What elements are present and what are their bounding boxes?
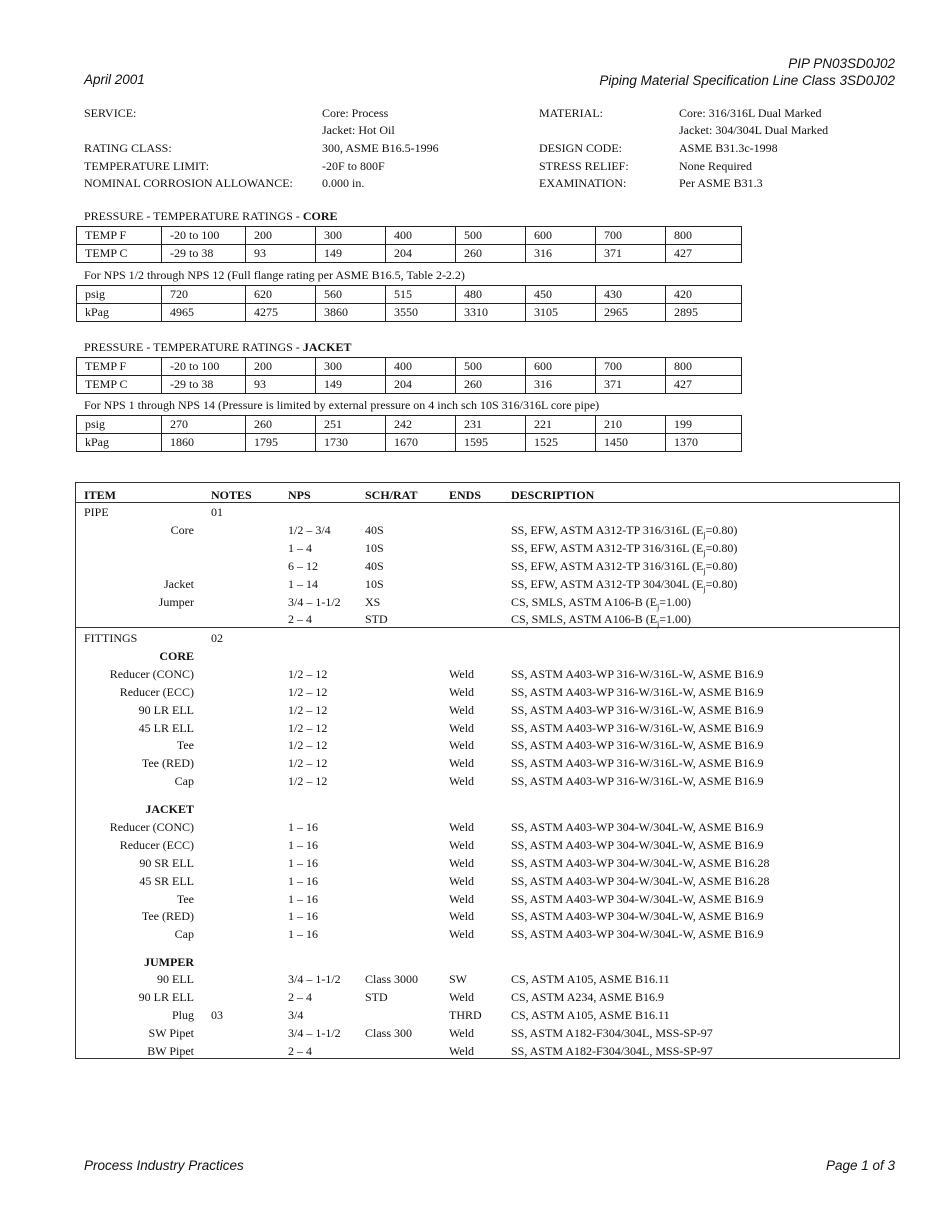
item-ends: Weld bbox=[449, 990, 475, 1004]
item-nps: 3/4 – 1-1/2 bbox=[288, 1026, 341, 1040]
item-sch-rat: 10S bbox=[365, 541, 384, 555]
header-description: DESCRIPTION bbox=[511, 488, 595, 502]
table-cell: 560 bbox=[316, 286, 386, 304]
item-nps: 1/2 – 12 bbox=[288, 685, 328, 699]
table-cell: 400 bbox=[386, 227, 456, 245]
header-ends: ENDS bbox=[449, 488, 482, 502]
table-cell: 1730 bbox=[316, 434, 386, 452]
item-subname: BW Pipet bbox=[147, 1044, 194, 1058]
section-divider bbox=[76, 627, 899, 628]
corrosion-allowance-label: NOMINAL CORROSION ALLOWANCE: bbox=[84, 176, 293, 190]
item-ends: Weld bbox=[449, 856, 475, 870]
row-label: psig bbox=[77, 416, 162, 434]
table-row bbox=[76, 972, 899, 990]
table-cell: 600 bbox=[526, 227, 596, 245]
item-subname: Reducer (ECC) bbox=[119, 838, 194, 852]
description-subscript: j bbox=[657, 602, 660, 612]
table-cell: 204 bbox=[386, 245, 456, 263]
description-subscript: j bbox=[703, 548, 706, 558]
table-row bbox=[76, 909, 899, 927]
item-subname: 90 ELL bbox=[157, 972, 194, 986]
description bbox=[511, 577, 737, 593]
table-cell: 200 bbox=[246, 358, 316, 376]
description-text-end: =0.80) bbox=[705, 523, 738, 537]
core-ratings-title-bold: CORE bbox=[302, 209, 338, 223]
examination-label: EXAMINATION: bbox=[539, 176, 627, 190]
row-label: TEMP C bbox=[77, 376, 162, 394]
document-title: Piping Material Specification Line Class 3SD0J02 bbox=[599, 73, 895, 88]
material-value-core: Core: 316/316L Dual Marked bbox=[679, 106, 822, 120]
jacket-ratings-note: For NPS 1 through NPS 14 (Pressure is limited by external pressure on 4 inch sch 10S 316/316L core pipe) bbox=[84, 398, 600, 412]
table-cell: 480 bbox=[456, 286, 526, 304]
item-notes: 02 bbox=[211, 631, 223, 645]
group-label-jacket: JACKET bbox=[145, 802, 194, 816]
item-nps: 1 – 16 bbox=[288, 892, 318, 906]
document-date: April 2001 bbox=[84, 72, 145, 87]
table-cell: 430 bbox=[596, 286, 666, 304]
item-nps: 1/2 – 3/4 bbox=[288, 523, 331, 537]
item-ends: Weld bbox=[449, 756, 475, 770]
table-cell: 200 bbox=[246, 227, 316, 245]
item-sch-rat: 10S bbox=[365, 577, 384, 591]
item-ends: Weld bbox=[449, 721, 475, 735]
description-text: SS, EFW, ASTM A312-TP 316/316L (E bbox=[511, 523, 704, 537]
service-value-jacket: Jacket: Hot Oil bbox=[322, 123, 395, 137]
item-nps: 1/2 – 12 bbox=[288, 774, 328, 788]
page-number: Page 1 of 3 bbox=[825, 1158, 895, 1173]
item-ends: Weld bbox=[449, 774, 475, 788]
item-name: FITTINGS bbox=[84, 631, 138, 645]
description-text-end: =1.00) bbox=[659, 612, 692, 626]
table-row bbox=[76, 685, 899, 703]
core-temp-f-row bbox=[77, 227, 742, 245]
service-value-core: Core: Process bbox=[322, 106, 389, 120]
description: SS, ASTM A403-WP 304-W/304L-W, ASME B16.28 bbox=[511, 856, 770, 870]
table-cell: 231 bbox=[456, 416, 526, 434]
table-cell: 3310 bbox=[456, 304, 526, 322]
group-label-core: CORE bbox=[159, 649, 194, 663]
table-row bbox=[76, 927, 899, 945]
table-row bbox=[76, 649, 899, 667]
item-sch-rat: Class 3000 bbox=[365, 972, 419, 986]
item-nps: 1/2 – 12 bbox=[288, 738, 328, 752]
item-ends: Weld bbox=[449, 1026, 475, 1040]
item-subname: Plug bbox=[171, 1008, 194, 1022]
jacket-temperature-table bbox=[76, 357, 742, 394]
row-label: psig bbox=[77, 286, 162, 304]
table-cell: 149 bbox=[316, 245, 386, 263]
description: SS, ASTM A403-WP 316-W/316L-W, ASME B16.9 bbox=[511, 738, 764, 752]
table-row bbox=[76, 955, 899, 973]
item-nps: 1/2 – 12 bbox=[288, 703, 328, 717]
description: SS, ASTM A403-WP 304-W/304L-W, ASME B16.9 bbox=[511, 820, 764, 834]
table-cell: 300 bbox=[316, 227, 386, 245]
design-code-value: ASME B31.3c-1998 bbox=[679, 141, 778, 155]
core-temperature-table bbox=[76, 226, 742, 263]
description: SS, ASTM A403-WP 316-W/316L-W, ASME B16.9 bbox=[511, 721, 764, 735]
item-nps: 1 – 4 bbox=[288, 541, 312, 555]
table-cell: 300 bbox=[316, 358, 386, 376]
table-cell: 3860 bbox=[316, 304, 386, 322]
description: SS, ASTM A403-WP 304-W/304L-W, ASME B16.9 bbox=[511, 927, 764, 941]
description: SS, ASTM A403-WP 304-W/304L-W, ASME B16.9 bbox=[511, 838, 764, 852]
table-row bbox=[76, 595, 899, 613]
item-nps: 1/2 – 12 bbox=[288, 721, 328, 735]
description: SS, ASTM A182-F304/304L, MSS-SP-97 bbox=[511, 1026, 713, 1040]
description: CS, ASTM A105, ASME B16.11 bbox=[511, 1008, 670, 1022]
table-cell: 270 bbox=[162, 416, 246, 434]
description-text: CS, SMLS, ASTM A106-B (E bbox=[511, 595, 658, 609]
core-ratings-title bbox=[84, 209, 337, 224]
item-nps: 2 – 4 bbox=[288, 1044, 312, 1058]
item-ends: Weld bbox=[449, 874, 475, 888]
rating-class-label: RATING CLASS: bbox=[84, 141, 172, 155]
description-subscript: j bbox=[703, 530, 706, 540]
table-cell: 1670 bbox=[386, 434, 456, 452]
item-subname: 90 SR ELL bbox=[139, 856, 194, 870]
footer-publisher: Process Industry Practices bbox=[84, 1158, 244, 1173]
item-nps: 3/4 – 1-1/2 bbox=[288, 595, 341, 609]
description-text-end: =1.00) bbox=[659, 595, 692, 609]
table-cell: 620 bbox=[246, 286, 316, 304]
table-cell: 3550 bbox=[386, 304, 456, 322]
table-row bbox=[76, 838, 899, 856]
jacket-kpag-row bbox=[77, 434, 742, 452]
description: SS, ASTM A403-WP 304-W/304L-W, ASME B16.9 bbox=[511, 909, 764, 923]
item-subname: Jumper bbox=[158, 595, 194, 609]
item-nps: 1 – 16 bbox=[288, 909, 318, 923]
item-ends: Weld bbox=[449, 927, 475, 941]
item-nps: 6 – 12 bbox=[288, 559, 318, 573]
core-temp-c-row bbox=[77, 245, 742, 263]
description bbox=[511, 541, 737, 557]
service-label: SERVICE: bbox=[84, 106, 137, 120]
row-label: kPag bbox=[77, 304, 162, 322]
table-cell: 1450 bbox=[596, 434, 666, 452]
table-cell: 2895 bbox=[666, 304, 742, 322]
table-row bbox=[76, 505, 899, 523]
description: CS, ASTM A105, ASME B16.11 bbox=[511, 972, 670, 986]
table-row bbox=[76, 523, 899, 541]
item-ends: Weld bbox=[449, 738, 475, 752]
description: SS, ASTM A403-WP 316-W/316L-W, ASME B16.9 bbox=[511, 667, 764, 681]
item-name: PIPE bbox=[84, 505, 109, 519]
table-cell: 450 bbox=[526, 286, 596, 304]
table-cell: 427 bbox=[666, 376, 742, 394]
table-cell: 1860 bbox=[162, 434, 246, 452]
table-row bbox=[76, 541, 899, 559]
item-ends: Weld bbox=[449, 667, 475, 681]
core-kpag-row bbox=[77, 304, 742, 322]
table-cell: 420 bbox=[666, 286, 742, 304]
jacket-psig-row bbox=[77, 416, 742, 434]
item-ends: SW bbox=[449, 972, 467, 986]
description bbox=[511, 559, 737, 575]
item-nps: 1/2 – 12 bbox=[288, 667, 328, 681]
description-text: SS, EFW, ASTM A312-TP 304/304L (E bbox=[511, 577, 704, 591]
table-cell: 720 bbox=[162, 286, 246, 304]
table-cell: 427 bbox=[666, 245, 742, 263]
item-nps: 2 – 4 bbox=[288, 612, 312, 626]
table-cell: 4965 bbox=[162, 304, 246, 322]
jacket-pressure-table bbox=[76, 415, 742, 452]
table-cell: 1370 bbox=[666, 434, 742, 452]
table-cell: 260 bbox=[456, 245, 526, 263]
stress-relief-value: None Required bbox=[679, 159, 752, 173]
item-subname: Reducer (CONC) bbox=[109, 820, 194, 834]
table-row bbox=[76, 631, 899, 649]
temperature-limit-value: -20F to 800F bbox=[322, 159, 385, 173]
item-ends: Weld bbox=[449, 820, 475, 834]
item-ends: Weld bbox=[449, 703, 475, 717]
item-nps: 1 – 16 bbox=[288, 927, 318, 941]
table-row bbox=[76, 1008, 899, 1026]
table-row bbox=[76, 856, 899, 874]
row-label: TEMP C bbox=[77, 245, 162, 263]
core-psig-row bbox=[77, 286, 742, 304]
table-row bbox=[76, 1044, 899, 1062]
item-sch-rat: 40S bbox=[365, 559, 384, 573]
table-cell: 199 bbox=[666, 416, 742, 434]
description: SS, ASTM A403-WP 316-W/316L-W, ASME B16.9 bbox=[511, 703, 764, 717]
item-nps: 1/2 – 12 bbox=[288, 756, 328, 770]
jacket-ratings-title bbox=[84, 340, 352, 355]
description-text-end: =0.80) bbox=[705, 559, 738, 573]
jacket-temp-f-row bbox=[77, 358, 742, 376]
item-sch-rat: 40S bbox=[365, 523, 384, 537]
description-text-end: =0.80) bbox=[705, 577, 738, 591]
table-cell: 316 bbox=[526, 376, 596, 394]
item-subname: Tee (RED) bbox=[141, 756, 194, 770]
item-subname: Reducer (ECC) bbox=[119, 685, 194, 699]
description: CS, ASTM A234, ASME B16.9 bbox=[511, 990, 665, 1004]
table-row bbox=[76, 756, 899, 774]
jacket-ratings-title-bold: JACKET bbox=[302, 340, 352, 354]
table-cell: 251 bbox=[316, 416, 386, 434]
description: SS, ASTM A403-WP 304-W/304L-W, ASME B16.28 bbox=[511, 874, 770, 888]
item-subname: Tee bbox=[176, 892, 194, 906]
table-row bbox=[76, 990, 899, 1008]
description-text-end: =0.80) bbox=[705, 541, 738, 555]
item-notes: 03 bbox=[211, 1008, 223, 1022]
description-text: SS, EFW, ASTM A312-TP 316/316L (E bbox=[511, 559, 704, 573]
item-sch-rat: STD bbox=[365, 990, 388, 1004]
examination-value: Per ASME B31.3 bbox=[679, 176, 763, 190]
item-subname: 45 LR ELL bbox=[138, 721, 194, 735]
item-subname: Core bbox=[170, 523, 194, 537]
table-row bbox=[76, 820, 899, 838]
header-item: ITEM bbox=[84, 488, 117, 502]
core-pressure-table bbox=[76, 285, 742, 322]
table-cell: -29 to 38 bbox=[162, 245, 246, 263]
table-cell: 3105 bbox=[526, 304, 596, 322]
table-cell: 1525 bbox=[526, 434, 596, 452]
table-cell: 1795 bbox=[246, 434, 316, 452]
item-nps: 1 – 16 bbox=[288, 820, 318, 834]
table-cell: 221 bbox=[526, 416, 596, 434]
table-cell: 260 bbox=[456, 376, 526, 394]
table-cell: 93 bbox=[246, 245, 316, 263]
item-ends: Weld bbox=[449, 838, 475, 852]
rating-class-value: 300, ASME B16.5-1996 bbox=[322, 141, 439, 155]
description: SS, ASTM A182-F304/304L, MSS-SP-97 bbox=[511, 1044, 713, 1058]
item-nps: 1 – 16 bbox=[288, 838, 318, 852]
table-cell: -29 to 38 bbox=[162, 376, 246, 394]
table-cell: 242 bbox=[386, 416, 456, 434]
material-value-jacket: Jacket: 304/304L Dual Marked bbox=[679, 123, 829, 137]
table-cell: 600 bbox=[526, 358, 596, 376]
item-subname: Tee (RED) bbox=[141, 909, 194, 923]
description: SS, ASTM A403-WP 304-W/304L-W, ASME B16.9 bbox=[511, 892, 764, 906]
temperature-limit-label: TEMPERATURE LIMIT: bbox=[84, 159, 210, 173]
item-sch-rat: STD bbox=[365, 612, 388, 626]
item-subname: Tee bbox=[176, 738, 194, 752]
table-cell: -20 to 100 bbox=[162, 358, 246, 376]
document-id: PIP PN03SD0J02 bbox=[788, 56, 895, 71]
description bbox=[511, 523, 737, 539]
item-ends: Weld bbox=[449, 909, 475, 923]
jacket-temp-c-row bbox=[77, 376, 742, 394]
design-code-label: DESIGN CODE: bbox=[539, 141, 622, 155]
item-subname: Cap bbox=[174, 774, 194, 788]
table-cell: 500 bbox=[456, 227, 526, 245]
table-cell: 210 bbox=[596, 416, 666, 434]
item-nps: 2 – 4 bbox=[288, 990, 312, 1004]
table-row bbox=[76, 874, 899, 892]
description: SS, ASTM A403-WP 316-W/316L-W, ASME B16.9 bbox=[511, 685, 764, 699]
table-cell: 700 bbox=[596, 358, 666, 376]
row-label: TEMP F bbox=[77, 358, 162, 376]
item-nps: 3/4 – 1-1/2 bbox=[288, 972, 341, 986]
table-row bbox=[76, 802, 899, 820]
core-ratings-note: For NPS 1/2 through NPS 12 (Full flange rating per ASME B16.5, Table 2-2.2) bbox=[84, 268, 465, 282]
table-row bbox=[76, 559, 899, 577]
table-cell: 800 bbox=[666, 358, 742, 376]
table-cell: 800 bbox=[666, 227, 742, 245]
item-subname: Jacket bbox=[164, 577, 194, 591]
description: SS, ASTM A403-WP 316-W/316L-W, ASME B16.9 bbox=[511, 774, 764, 788]
corrosion-allowance-value: 0.000 in. bbox=[322, 176, 365, 190]
item-notes: 01 bbox=[211, 505, 223, 519]
stress-relief-label: STRESS RELIEF: bbox=[539, 159, 629, 173]
table-row bbox=[76, 738, 899, 756]
item-ends: Weld bbox=[449, 1044, 475, 1058]
table-cell: 93 bbox=[246, 376, 316, 394]
table-cell: 400 bbox=[386, 358, 456, 376]
table-row bbox=[76, 577, 899, 595]
table-row bbox=[76, 703, 899, 721]
header-divider bbox=[76, 502, 899, 503]
item-sch-rat: Class 300 bbox=[365, 1026, 413, 1040]
table-cell: 316 bbox=[526, 245, 596, 263]
item-nps: 1 – 16 bbox=[288, 856, 318, 870]
item-subname: 45 SR ELL bbox=[139, 874, 194, 888]
table-row bbox=[76, 1026, 899, 1044]
table-row bbox=[76, 892, 899, 910]
description-subscript: j bbox=[657, 619, 660, 629]
item-nps: 1 – 16 bbox=[288, 874, 318, 888]
description-text: SS, EFW, ASTM A312-TP 316/316L (E bbox=[511, 541, 704, 555]
table-cell: 515 bbox=[386, 286, 456, 304]
jacket-ratings-title-prefix: PRESSURE - TEMPERATURE RATINGS - bbox=[84, 340, 303, 354]
table-cell: 4275 bbox=[246, 304, 316, 322]
item-subname: Cap bbox=[174, 927, 194, 941]
table-cell: 700 bbox=[596, 227, 666, 245]
table-cell: 2965 bbox=[596, 304, 666, 322]
group-label-jumper: JUMPER bbox=[144, 955, 194, 969]
table-cell: 1595 bbox=[456, 434, 526, 452]
table-cell: 500 bbox=[456, 358, 526, 376]
description bbox=[511, 612, 691, 628]
item-ends: Weld bbox=[449, 892, 475, 906]
item-ends: Weld bbox=[449, 685, 475, 699]
table-row bbox=[76, 667, 899, 685]
item-subname: SW Pipet bbox=[148, 1026, 194, 1040]
description: SS, ASTM A403-WP 316-W/316L-W, ASME B16.9 bbox=[511, 756, 764, 770]
item-subname: Reducer (CONC) bbox=[109, 667, 194, 681]
header-notes: NOTES bbox=[211, 488, 252, 502]
item-nps: 3/4 bbox=[288, 1008, 304, 1022]
table-cell: 371 bbox=[596, 376, 666, 394]
table-row bbox=[76, 721, 899, 739]
item-subname: 90 LR ELL bbox=[138, 703, 194, 717]
header-nps: NPS bbox=[288, 488, 311, 502]
item-subname: 90 LR ELL bbox=[138, 990, 194, 1004]
item-nps: 1 – 14 bbox=[288, 577, 318, 591]
description bbox=[511, 595, 691, 611]
table-cell: 204 bbox=[386, 376, 456, 394]
description-subscript: j bbox=[703, 566, 706, 576]
table-row bbox=[76, 774, 899, 792]
materials-table bbox=[75, 482, 900, 1059]
description-subscript: j bbox=[703, 584, 706, 594]
table-cell: 149 bbox=[316, 376, 386, 394]
header-sch-rat: SCH/RAT bbox=[365, 488, 418, 502]
core-ratings-title-prefix: PRESSURE - TEMPERATURE RATINGS - bbox=[84, 209, 303, 223]
row-label: kPag bbox=[77, 434, 162, 452]
description-text: CS, SMLS, ASTM A106-B (E bbox=[511, 612, 658, 626]
row-label: TEMP F bbox=[77, 227, 162, 245]
item-sch-rat: XS bbox=[365, 595, 381, 609]
item-ends: THRD bbox=[449, 1008, 482, 1022]
table-cell: -20 to 100 bbox=[162, 227, 246, 245]
material-label: MATERIAL: bbox=[539, 106, 603, 120]
table-cell: 371 bbox=[596, 245, 666, 263]
table-cell: 260 bbox=[246, 416, 316, 434]
